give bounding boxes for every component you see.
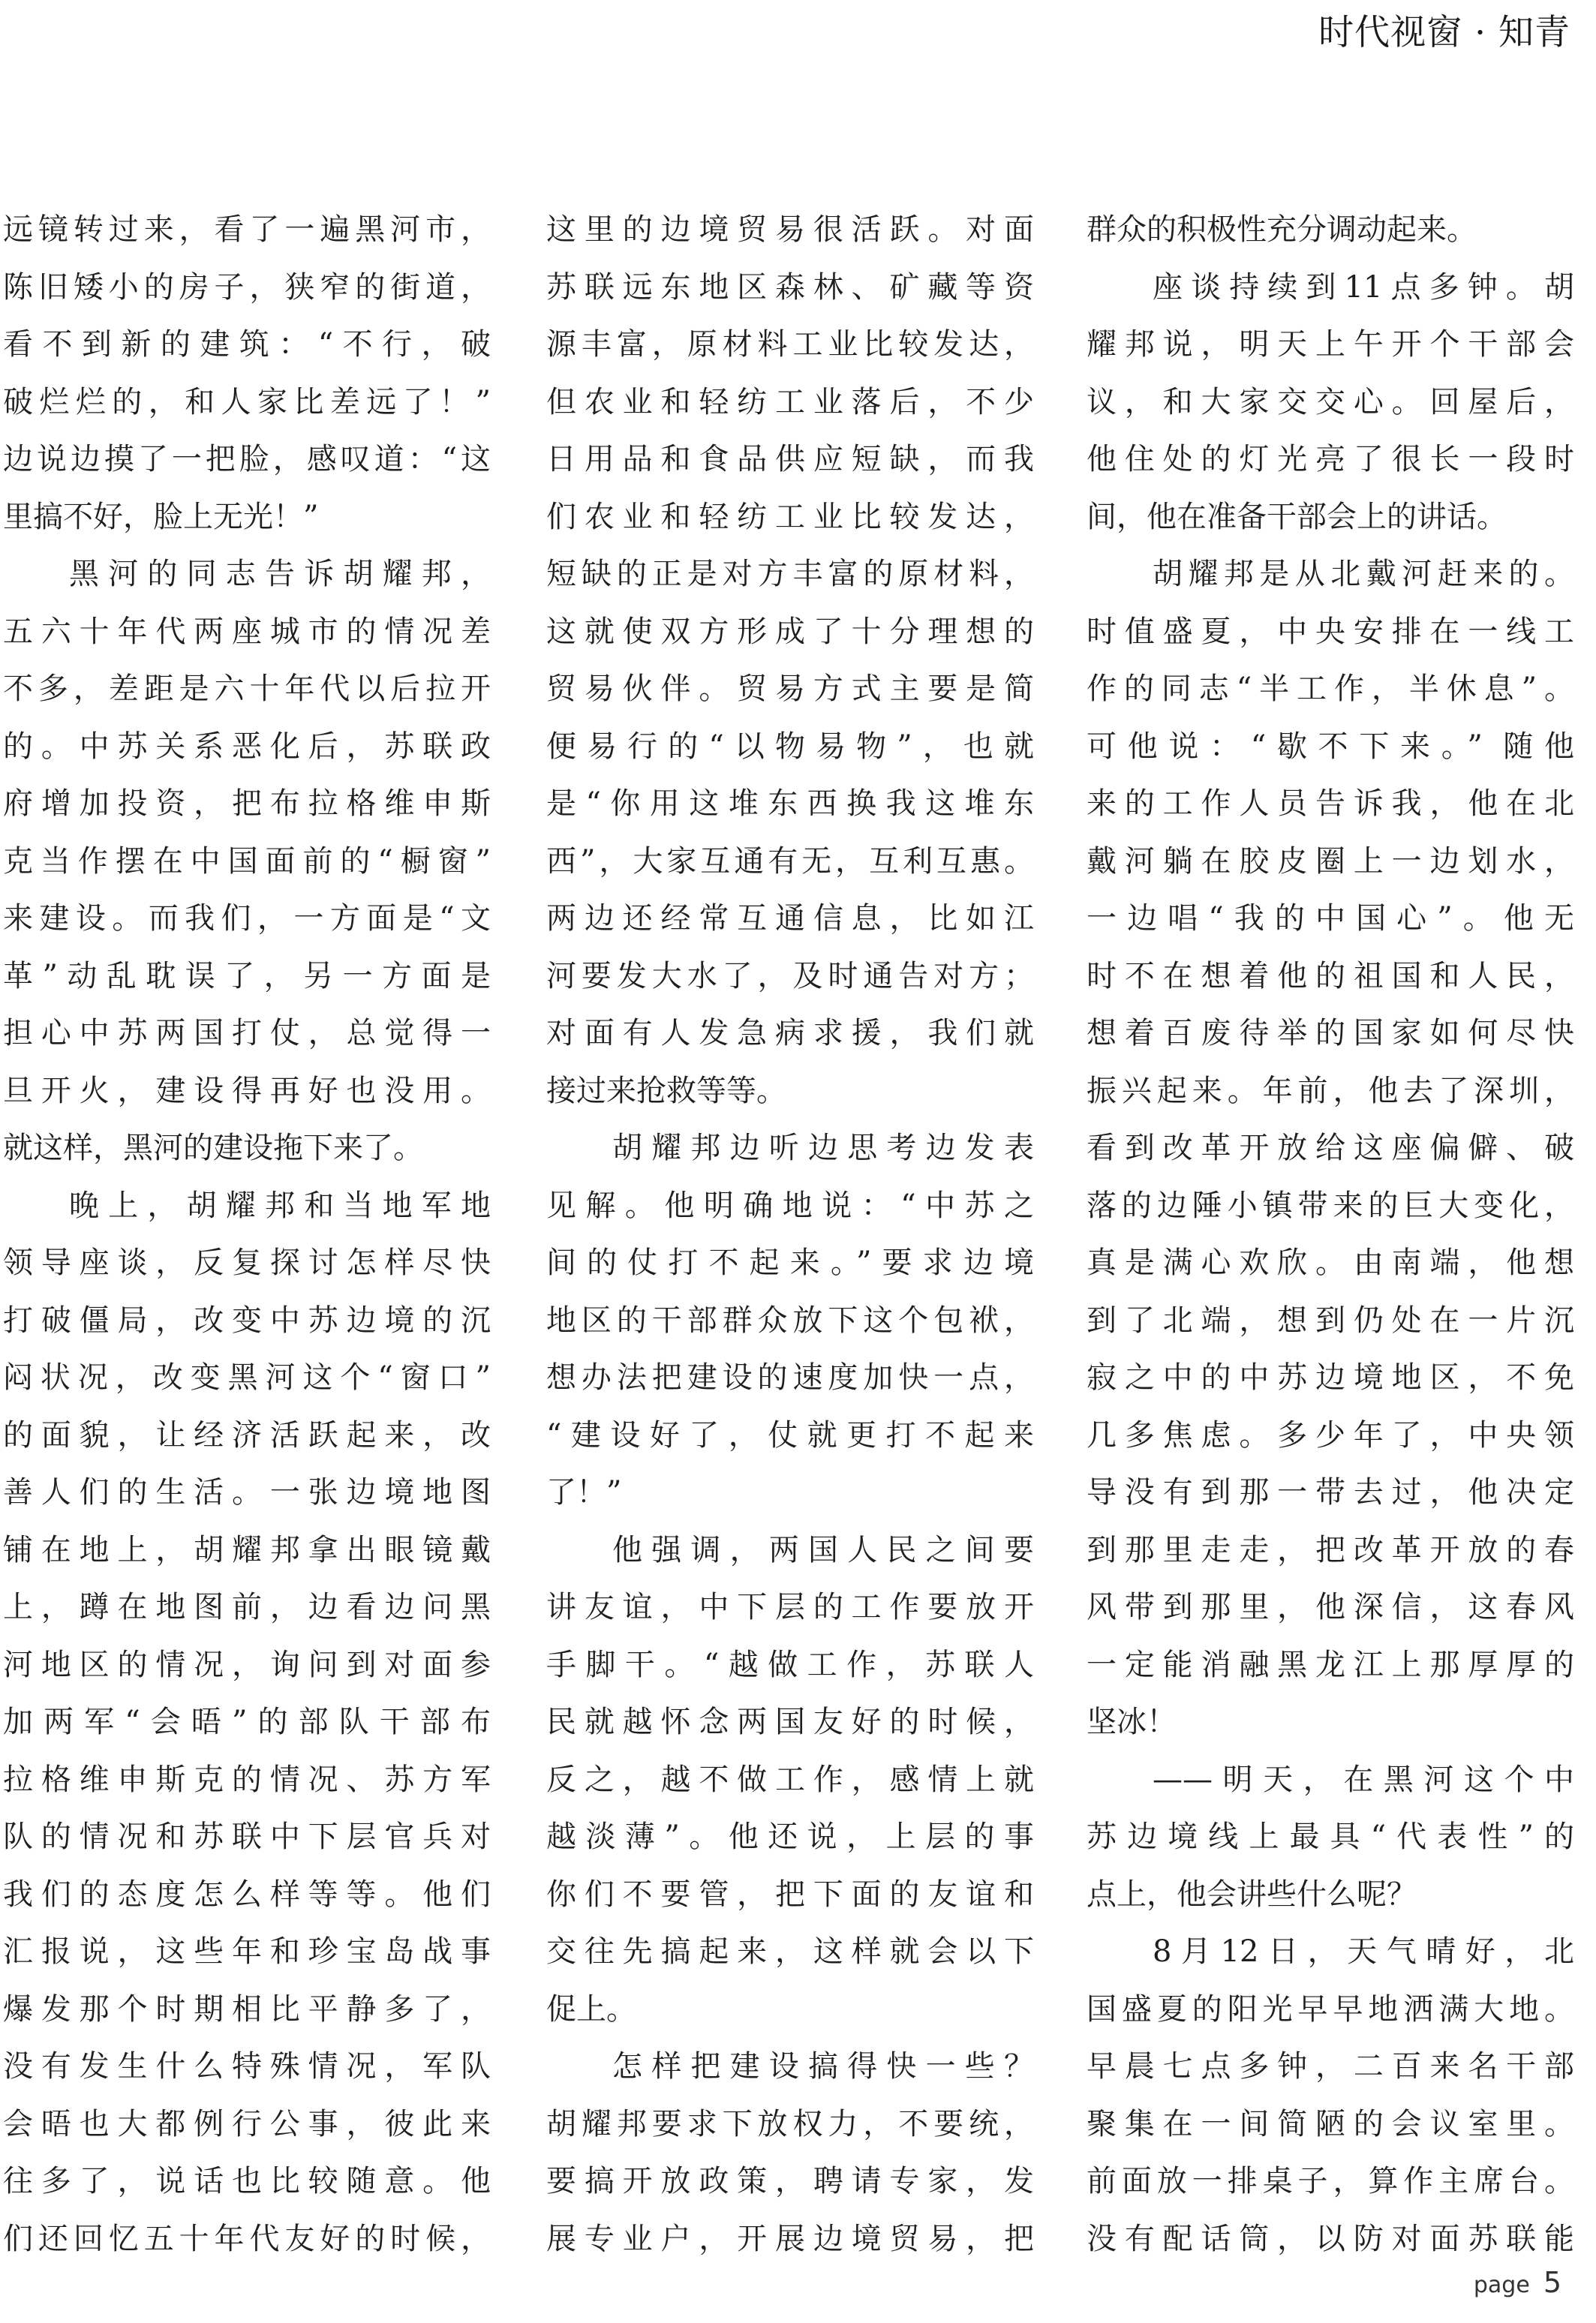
- text-line: 可他说：“歇不下来。” 随他: [1087, 729, 1574, 764]
- text-line: 是“你用这堆东西换我这堆东: [546, 786, 1034, 821]
- article-column-3: [1087, 201, 1574, 2267]
- article-column-2: [546, 201, 1034, 2267]
- text-line: “建设好了，仗就更打不起来: [546, 1417, 1034, 1453]
- text-line: 我们的态度怎么样等等。他们: [3, 1877, 491, 1912]
- text-line: 胡耀邦边听边思考边发表: [612, 1131, 1034, 1165]
- paragraph: [1087, 545, 1574, 1751]
- text-line: 作的同志“半工作，半休息”。: [1087, 672, 1574, 706]
- page-footer: [1474, 2266, 1561, 2299]
- text-line: 没有发生什么特殊情况，军队: [3, 2049, 491, 2084]
- text-line: 到那里走走，把改革开放的春: [1087, 1532, 1574, 1567]
- text-line: 议，和大家交交心。回屋后，: [1087, 384, 1574, 419]
- text-line: 点上，他会讲些什么呢？: [1087, 1877, 1417, 1912]
- text-line: 日用品和食品供应短缺，而我: [546, 442, 1034, 476]
- text-line: 苏联远东地区森林、矿藏等资: [546, 269, 1034, 305]
- text-line: 间的仗打不起来。”要求边境: [546, 1246, 1034, 1280]
- text-line: 坚冰！: [1087, 1705, 1177, 1739]
- text-line: 破烂烂的，和人家比差远了！”: [3, 384, 491, 419]
- text-line: 远镜转过来，看了一遍黑河市，: [3, 212, 491, 247]
- text-line: 贸易伙伴。贸易方式主要是简: [546, 672, 1034, 706]
- text-line: 担心中苏两国打仗，总觉得一: [3, 1016, 491, 1050]
- paragraph: [3, 1177, 491, 2268]
- paragraph: [3, 545, 491, 1177]
- paragraph: [546, 2038, 1034, 2267]
- paragraph: [546, 1522, 1034, 2039]
- text-line: 到了北端，想到仍处在一片沉: [1087, 1303, 1574, 1338]
- text-line: 不多，差距是六十年代以后拉开: [3, 672, 491, 706]
- text-line: 你们不要管，把下面的友谊和: [546, 1877, 1034, 1912]
- text-line: 拉格维申斯克的情况、苏方军: [3, 1762, 491, 1797]
- paragraph: [1087, 259, 1574, 546]
- text-line: 几多焦虑。多少年了，中央领: [1087, 1417, 1574, 1453]
- text-line: 8月12日，天气晴好，北: [1153, 1934, 1574, 1969]
- text-line: 但农业和轻纺工业落后，不少: [546, 384, 1034, 419]
- text-line: 寂之中的中苏边境地区，不免: [1087, 1360, 1574, 1395]
- text-line: 源丰富，原材料工业比较发达，: [546, 327, 1034, 362]
- text-line: 风带到那里，他深信，这春风: [1087, 1590, 1574, 1624]
- text-line: 他住处的灯光亮了很长一段时: [1087, 442, 1574, 476]
- text-line: 戴河躺在胶皮圈上一边划水，: [1087, 843, 1574, 879]
- text-line: 振兴起来。年前，他去了深圳，: [1087, 1073, 1574, 1108]
- text-line: 往多了，说话也比较随意。他: [3, 2164, 491, 2198]
- text-line: 里搞不好，脸上无光！”: [3, 499, 319, 534]
- text-line: 胡耀邦要求下放权力，不要统，: [546, 2106, 1034, 2141]
- text-line: 真是满心欢欣。由南端，他想: [1087, 1246, 1574, 1280]
- text-line: 手脚干。“越做工作，苏联人: [546, 1647, 1034, 1682]
- text-line: 们还回忆五十年代友好的时候，: [3, 2221, 491, 2256]
- text-line: 想办法把建设的速度加快一点，: [546, 1360, 1034, 1395]
- text-line: 会晤也大都例行公事，彼此来: [3, 2106, 491, 2141]
- text-line: 他强调，两国人民之间要: [612, 1532, 1034, 1567]
- text-line: 加两军“会晤”的部队干部布: [3, 1705, 491, 1739]
- text-line: 座谈持续到11点多钟。胡: [1153, 269, 1574, 305]
- paragraph: [1087, 1751, 1574, 1924]
- text-line: 交往先搞起来，这样就会以下: [546, 1934, 1034, 1969]
- text-line: 来的工作人员告诉我，他在北: [1087, 786, 1574, 821]
- text-line: 队的情况和苏联中下层官兵对: [3, 1820, 491, 1854]
- text-line: 时不在想着他的祖国和人民，: [1087, 958, 1574, 993]
- text-line: 要搞开放政策，聘请专家，发: [546, 2164, 1034, 2198]
- text-line: 的面貌，让经济活跃起来，改: [3, 1417, 491, 1453]
- text-line: 讲友谊，中下层的工作要放开: [546, 1590, 1034, 1624]
- text-line: 这里的边境贸易很活跃。对面: [546, 212, 1034, 247]
- text-line: 这就使双方形成了十分理想的: [546, 614, 1034, 649]
- text-line: 见解。他明确地说：“中苏之: [546, 1188, 1034, 1223]
- magazine-section-title: 时代视窗 · 知青: [1318, 12, 1570, 53]
- text-line: 了！”: [546, 1475, 622, 1510]
- text-line: 边说边摸了一把脸，感叹道：“这: [3, 442, 491, 476]
- text-line: 领导座谈，反复探讨怎样尽快: [3, 1246, 491, 1280]
- article-column-1: [3, 201, 491, 2267]
- text-line: 一边唱“我的中国心”。他无: [1087, 901, 1574, 936]
- text-line: 晚上，胡耀邦和当地军地: [69, 1188, 491, 1223]
- text-line: 没有配话筒，以防对面苏联能: [1087, 2221, 1574, 2256]
- text-line: 耀邦说，明天上午开个干部会: [1087, 327, 1574, 362]
- text-line: 上，蹲在地图前，边看边问黑: [3, 1590, 491, 1624]
- text-line: 导没有到那一带去过，他决定: [1087, 1475, 1574, 1510]
- text-line: 来建设。而我们，一方面是“文: [3, 901, 491, 936]
- text-line: 汇报说，这些年和珍宝岛战事: [3, 1934, 491, 1969]
- text-line: 革”动乱耽误了，另一方面是: [3, 958, 491, 993]
- paragraph: [1087, 1923, 1574, 2267]
- text-line: 民就越怀念两国友好的时候，: [546, 1705, 1034, 1739]
- text-line: 想着百废待举的国家如何尽快: [1087, 1016, 1574, 1050]
- text-line: 河地区的情况，询问到对面参: [3, 1647, 491, 1682]
- text-line: 的。中苏关系恶化后，苏联政: [3, 729, 491, 764]
- text-line: 聚集在一间简陋的会议室里。: [1087, 2106, 1574, 2141]
- text-line: 接过来抢救等等。: [546, 1073, 786, 1108]
- text-line: 对面有人发急病求援，我们就: [546, 1016, 1034, 1050]
- text-line: 前面放一排桌子，算作主席台。: [1087, 2164, 1574, 2198]
- page-label: page: [1473, 2272, 1530, 2298]
- text-line: 国盛夏的阳光早早地洒满大地。: [1087, 1991, 1574, 2027]
- text-line: 短缺的正是对方丰富的原材料，: [546, 557, 1034, 591]
- paragraph: [546, 1119, 1034, 1522]
- text-line: 善人们的生活。一张边境地图: [3, 1475, 491, 1510]
- paragraph: [546, 201, 1034, 1119]
- text-line: 五六十年代两座城市的情况差: [3, 614, 491, 649]
- text-line: 地区的干部群众放下这个包袱，: [546, 1303, 1034, 1338]
- paragraph: [3, 201, 491, 545]
- text-line: 打破僵局，改变中苏边境的沉: [3, 1303, 491, 1338]
- text-line: 两边还经常互通信息，比如江: [546, 901, 1034, 936]
- text-line: 群众的积极性充分调动起来。: [1087, 212, 1477, 247]
- text-line: 府增加投资，把布拉格维申斯: [3, 786, 491, 821]
- text-line: 落的边陲小镇带来的巨大变化，: [1087, 1188, 1574, 1223]
- text-line: 西”，大家互通有无，互利互惠。: [546, 843, 1034, 879]
- paragraph: [1087, 201, 1574, 259]
- text-line: 便易行的“以物易物”，也就: [546, 729, 1034, 764]
- text-line: 苏边境线上最具“代表性”的: [1087, 1820, 1574, 1854]
- text-line: 一定能消融黑龙江上那厚厚的: [1087, 1647, 1574, 1682]
- text-line: 早晨七点多钟，二百来名干部: [1087, 2049, 1574, 2084]
- text-line: 反之，越不做工作，感情上就: [546, 1762, 1034, 1797]
- text-line: 时值盛夏，中央安排在一线工: [1087, 614, 1574, 649]
- text-line: 促上。: [546, 1991, 636, 2027]
- text-line: 陈旧矮小的房子，狭窄的街道，: [3, 269, 491, 305]
- page-number: 5: [1543, 2266, 1561, 2299]
- text-line: 们农业和轻纺工业比较发达，: [546, 499, 1034, 534]
- text-line: 旦开火，建设得再好也没用。: [3, 1073, 491, 1108]
- text-line: 间，他在准备干部会上的讲话。: [1087, 499, 1507, 534]
- text-line: 越淡薄”。他还说，上层的事: [546, 1820, 1034, 1854]
- text-line: 克当作摆在中国面前的“橱窗”: [3, 843, 491, 879]
- text-line: 看到改革开放给这座偏僻、破: [1087, 1131, 1574, 1165]
- text-line: 怎样把建设搞得快一些？: [612, 2049, 1034, 2084]
- text-line: 看不到新的建筑：“不行，破: [3, 327, 491, 362]
- text-line: 爆发那个时期相比平静多了，: [3, 1991, 491, 2027]
- text-line: 胡耀邦是从北戴河赶来的。: [1153, 557, 1574, 591]
- text-line: 河要发大水了，及时通告对方；: [546, 958, 1034, 993]
- text-line: 黑河的同志告诉胡耀邦，: [69, 557, 491, 591]
- text-line: 闷状况，改变黑河这个“窗口”: [3, 1360, 491, 1395]
- text-line: 就这样，黑河的建设拖下来了。: [3, 1131, 423, 1165]
- text-line: 铺在地上，胡耀邦拿出眼镜戴: [3, 1532, 491, 1567]
- text-line: ——明天，在黑河这个中: [1153, 1762, 1574, 1797]
- text-line: 展专业户，开展边境贸易，把: [546, 2221, 1034, 2256]
